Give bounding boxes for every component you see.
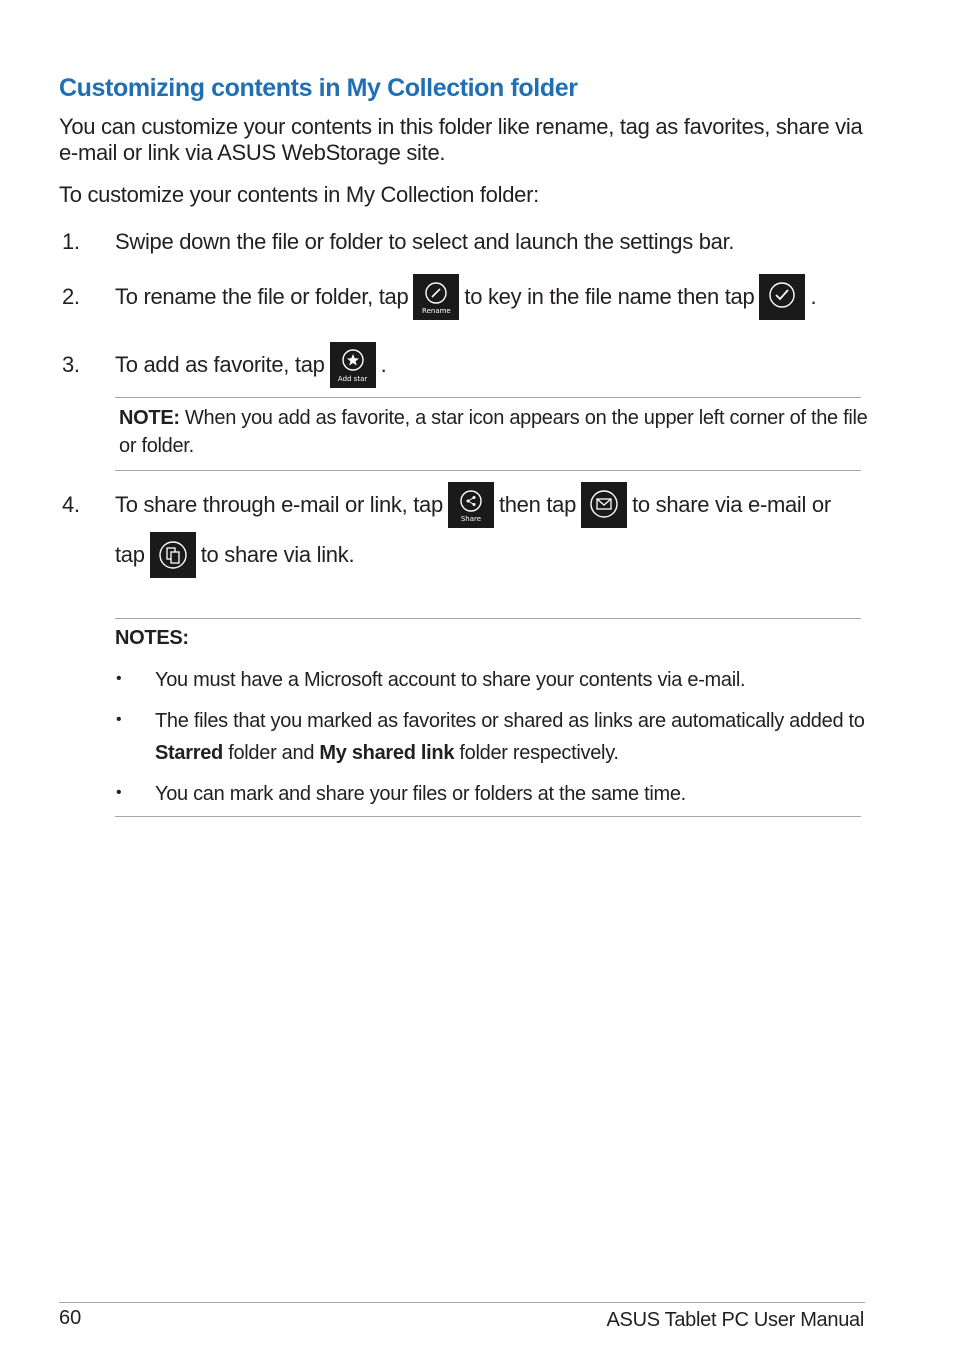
bullet-marker: •: [116, 784, 122, 801]
step-4-text-a: To share through e-mail or link, tap: [115, 492, 443, 517]
step-3-text-a: To add as favorite, tap: [115, 352, 325, 377]
page-number: 60: [59, 1307, 82, 1329]
rename-caption: Rename: [422, 307, 451, 315]
manual-title: ASUS Tablet PC User Manual: [606, 1309, 864, 1331]
step-4-line-2: [115, 531, 354, 579]
step-1-text: Swipe down the file or folder to select and launch the settings bar.: [115, 229, 735, 254]
step-4-text-b: then tap: [498, 492, 577, 517]
email-tile: [581, 482, 627, 528]
lead-paragraph: To customize your contents in My Collection folder:: [59, 182, 539, 207]
note-label: NOTE:: [119, 407, 180, 429]
notes-item-3: You can mark and share your files or folders at the same time.: [155, 783, 686, 805]
step-4-text-e: to share via link.: [200, 542, 355, 567]
notes-item-1: You must have a Microsoft account to share your contents via e-mail.: [155, 669, 746, 691]
notes-item-2: [155, 705, 875, 769]
notes-title: NOTES:: [115, 627, 189, 649]
intro-paragraph: You can customize your contents in this folder like rename, tag as favorites, share via e-mail or link via ASUS WebStorage site.: [59, 114, 863, 165]
note-text: When you add as favorite, a star icon appears on the upper left corner of the file or folder.: [119, 407, 868, 457]
notes-item-2-post: folder respectively.: [454, 742, 619, 764]
step-2: [115, 273, 816, 321]
check-icon: [759, 274, 805, 320]
step-2-text-a: To rename the file or folder, tap: [115, 284, 409, 309]
step-3-text-b: .: [380, 352, 387, 377]
notes-top-rule: [115, 618, 861, 619]
notes-item-2-mid: folder and: [222, 742, 320, 764]
notes-item-2-pre: The files that you marked as favorites or shared as links are automatically added to: [155, 710, 865, 732]
step-4-text-c: to share via e-mail or: [632, 492, 831, 517]
email-icon: [581, 482, 627, 528]
rename-tile: [413, 274, 459, 320]
add-star-caption: Add star: [337, 375, 368, 383]
starred-folder-name: Starred: [155, 742, 223, 764]
note-box: [119, 404, 869, 460]
section-title: Customizing contents in My Collection folder: [59, 74, 578, 102]
step-1-number: 1.: [62, 229, 80, 254]
step-4-line-1: [115, 481, 831, 529]
footer-rule: [59, 1302, 865, 1303]
link-copy-icon: [150, 532, 196, 578]
step-2-text-b: to key in the file name then tap: [464, 284, 755, 309]
note-bottom-rule: [115, 470, 861, 471]
step-4-text-d: tap: [115, 542, 145, 567]
add-star-tile: [330, 342, 376, 388]
note-top-rule: [115, 397, 861, 398]
step-2-number: 2.: [62, 284, 80, 309]
bullet-marker: •: [116, 670, 122, 687]
link-tile: [150, 532, 196, 578]
bullet-marker: •: [116, 711, 122, 728]
share-tile: [448, 482, 494, 528]
step-3: [115, 341, 386, 389]
notes-bottom-rule: [115, 816, 861, 817]
shared-link-folder-name: My shared link: [319, 742, 455, 764]
share-caption: Share: [460, 515, 482, 523]
confirm-tile: [759, 274, 805, 320]
step-2-text-c: .: [810, 284, 817, 309]
step-4-number: 4.: [62, 492, 80, 517]
step-3-number: 3.: [62, 352, 80, 377]
